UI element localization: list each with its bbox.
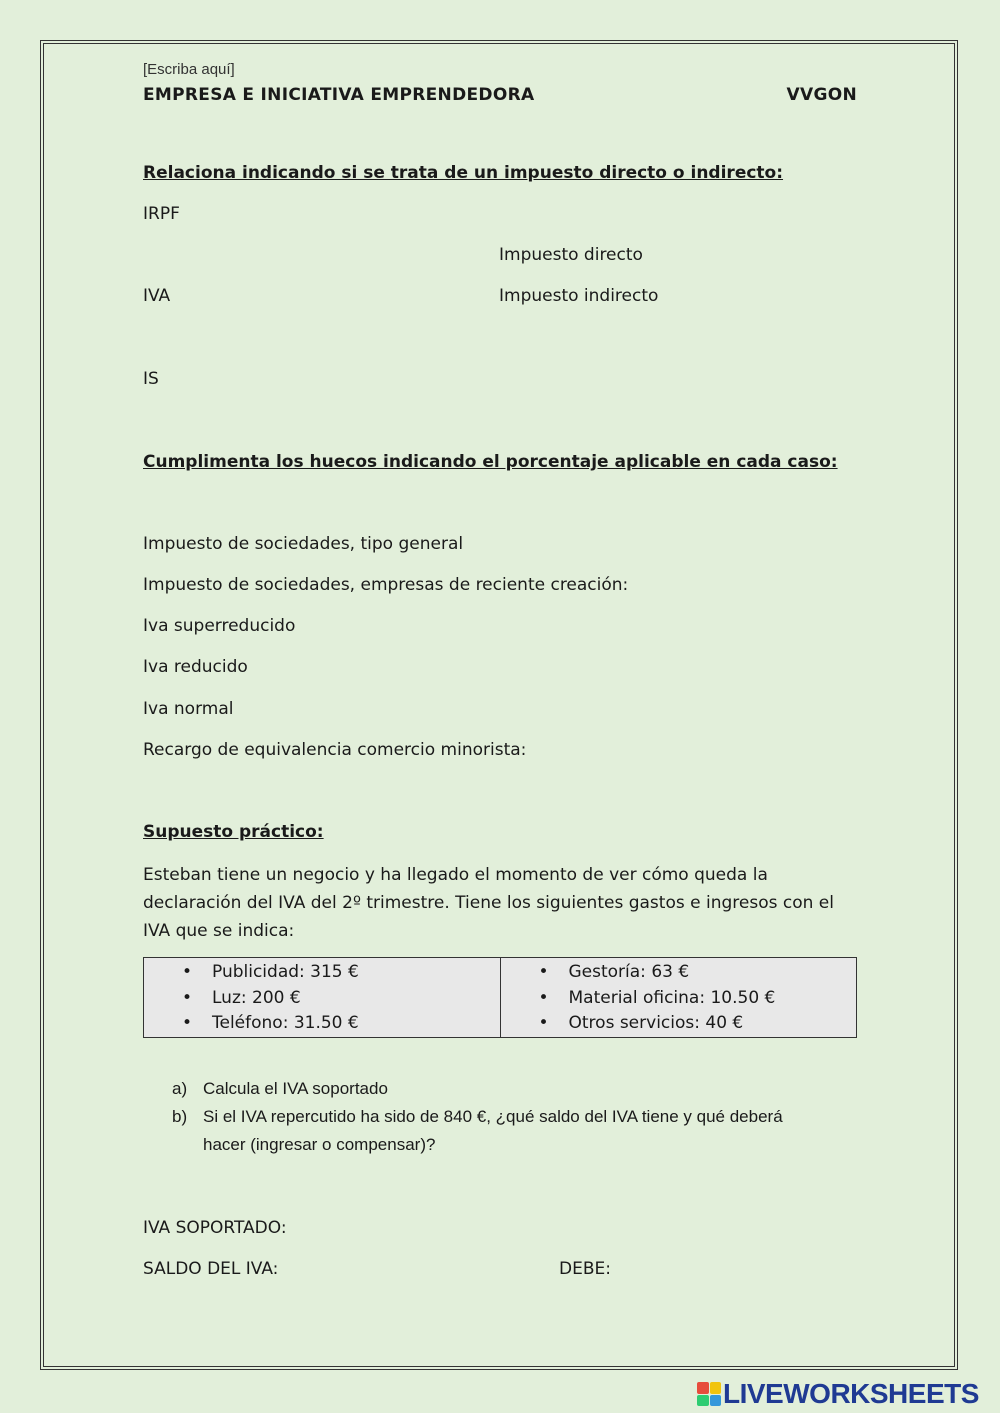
section1-title: Relaciona indicando si se trata de un impuesto directo o indirecto: bbox=[143, 163, 784, 183]
answer-iva-soportado: IVA SOPORTADO: bbox=[143, 1218, 287, 1238]
list-item: • Teléfono: 31.50 € bbox=[182, 1011, 500, 1037]
rate-item-iva-reducido: Iva reducido bbox=[143, 657, 248, 677]
rate-item-recargo: Recargo de equivalencia comercio minorista: bbox=[143, 740, 527, 760]
logo-square bbox=[697, 1395, 709, 1407]
question-b-text: Si el IVA repercutido ha sido de 840 €, ¿qué saldo del IVA tiene y qué deberá bbox=[203, 1107, 783, 1126]
question-a-label: a) bbox=[172, 1079, 188, 1098]
tax-item-iva[interactable]: IVA bbox=[143, 286, 171, 306]
expenses-table bbox=[143, 957, 857, 1038]
expenses-column-right bbox=[500, 958, 857, 1038]
case-paragraph: Esteban tiene un negocio y ha llegado el momento de ver cómo queda la declaración del IVA del 2º trimestre. Tiene los siguientes gastos e ingresos con el IVA que se indica: bbox=[143, 865, 834, 941]
tax-type-indirecto[interactable]: Impuesto indirecto bbox=[499, 286, 659, 306]
question-b-label: b) bbox=[172, 1107, 188, 1126]
rate-item-sociedades-general: Impuesto de sociedades, tipo general bbox=[143, 534, 464, 554]
logo-square bbox=[710, 1382, 722, 1394]
question-b-cont-text: hacer (ingresar o compensar)? bbox=[203, 1135, 436, 1154]
header-subject: EMPRESA E INICIATIVA EMPRENDEDORA bbox=[143, 85, 535, 105]
tax-type-directo[interactable]: Impuesto directo bbox=[499, 245, 643, 265]
list-item: • Publicidad: 315 € bbox=[182, 960, 500, 986]
question-a-text: Calcula el IVA soportado bbox=[203, 1079, 388, 1098]
list-item: • Luz: 200 € bbox=[182, 986, 500, 1012]
list-item: • Gestoría: 63 € bbox=[539, 960, 857, 986]
logo-text: LIVEWORKSHEETS bbox=[723, 1378, 979, 1409]
section3-title: Supuesto práctico: bbox=[143, 822, 324, 842]
tax-item-is[interactable]: IS bbox=[143, 369, 159, 389]
question-b-cont bbox=[172, 1135, 435, 1155]
list-item: • Otros servicios: 40 € bbox=[539, 1011, 857, 1037]
rate-item-iva-superreducido: Iva superreducido bbox=[143, 616, 296, 636]
list-item: • Material oficina: 10.50 € bbox=[539, 986, 857, 1012]
section2-title: Cumplimenta los huecos indicando el porcentaje aplicable en cada caso: bbox=[143, 452, 838, 472]
question-b bbox=[172, 1107, 783, 1127]
header-placeholder: [Escriba aquí] bbox=[143, 61, 235, 78]
logo-square bbox=[697, 1382, 709, 1394]
expenses-column-left bbox=[144, 958, 501, 1038]
liveworksheets-logo bbox=[697, 1378, 979, 1410]
answer-saldo: SALDO DEL IVA: bbox=[143, 1259, 279, 1279]
logo-mark-icon bbox=[697, 1382, 721, 1406]
rate-item-iva-normal: Iva normal bbox=[143, 699, 234, 719]
tax-item-irpf[interactable]: IRPF bbox=[143, 204, 180, 224]
header-author: VVGON bbox=[786, 85, 857, 105]
answer-debe: DEBE: bbox=[559, 1259, 611, 1279]
rate-item-sociedades-nueva: Impuesto de sociedades, empresas de reciente creación: bbox=[143, 575, 629, 595]
logo-square bbox=[710, 1395, 722, 1407]
question-a bbox=[172, 1079, 388, 1099]
